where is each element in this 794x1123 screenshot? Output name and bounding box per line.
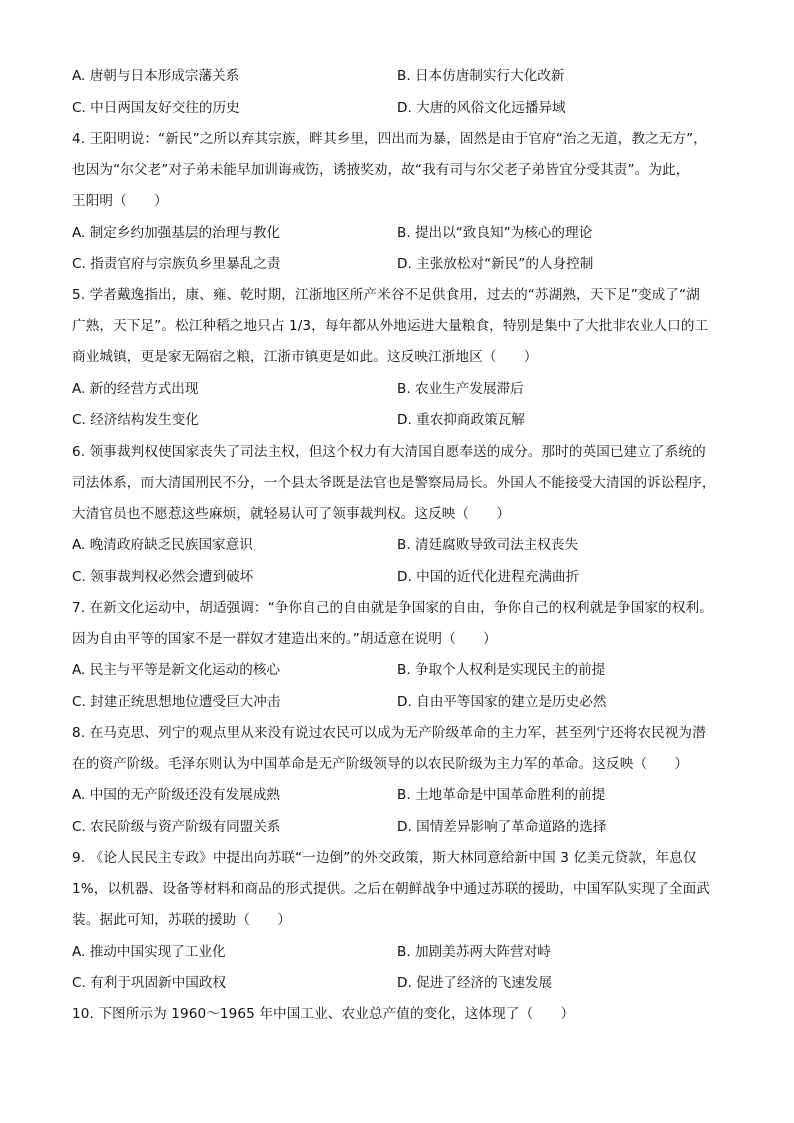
q9-option-c: C. 有利于巩固新中国政权	[72, 975, 227, 991]
q9-stem-line-1: 9. 《论人民民主专政》中提出向苏联“一边倒”的外交政策，斯大林同意给新中国 3 亿美元贷款，年息仅	[72, 850, 697, 866]
q7-option-a: A. 民主与平等是新文化运动的核心	[72, 662, 281, 678]
q9-stem-line-2: 1%，以机器、设备等材料和商品的形式提供。之后在朝鲜战争中通过苏联的援助，中国军队实现了全面武	[72, 881, 710, 897]
q5-stem-line-1: 5. 学者戴逸指出，康、雍、乾时期，江浙地区所产米谷不足供食用，过去的“苏湖熟，天下足”变成了“湖	[72, 287, 700, 303]
q8-stem-line-2: 在的资产阶级。毛泽东则认为中国革命是无产阶级领导的以农民阶级为主力军的革命。这反映（ ）	[72, 756, 689, 772]
q9-option-d: D. 促进了经济的飞速发展	[397, 975, 553, 991]
q8-stem-line-1: 8. 在马克思、列宁的观点里从来没有说过农民可以成为无产阶级革命的主力军，甚至列宁还将农民视为潜	[72, 725, 706, 741]
q8-option-b: B. 土地革命是中国革命胜利的前提	[397, 787, 606, 803]
q5-option-a: A. 新的经营方式出现	[72, 381, 199, 397]
q4-stem-line-2: 也因为“尔父老”对子弟未能早加训诲戒饬，诱掖奖劝，故“我有司与尔父老子弟皆宜分受其责”。为此，	[72, 162, 690, 178]
q4-option-d: D. 主张放松对“新民”的人身控制	[397, 256, 594, 272]
q7-option-d: D. 自由平等国家的建立是历史必然	[397, 694, 607, 710]
q8-option-a: A. 中国的无产阶级还没有发展成熟	[72, 787, 281, 803]
q3-option-b: B. 日本仿唐制实行大化改新	[397, 68, 565, 84]
q4-stem-line-3: 王阳明（ ）	[72, 193, 168, 209]
q4-stem-line-1: 4. 王阳明说：“新民”之所以弃其宗族，畔其乡里，四出而为暴，固然是由于官府“治之无道，教之无方”，	[72, 131, 707, 147]
q5-option-c: C. 经济结构发生变化	[72, 412, 199, 428]
q4-option-c: C. 指责官府与宗族负乡里暴乱之责	[72, 256, 281, 272]
q5-stem-line-2: 广熟，天下足”。松江种稻之地只占 1/3，每年都从外地运进大量粮食，特别是集中了大批非农业人口的工	[72, 318, 709, 334]
q7-option-b: B. 争取个人权利是实现民主的前提	[397, 662, 606, 678]
q4-option-a: A. 制定乡约加强基层的治理与教化	[72, 225, 281, 241]
q4-option-b: B. 提出以“致良知”为核心的理论	[397, 225, 593, 241]
q3-option-c: C. 中日两国友好交往的历史	[72, 100, 240, 116]
q6-stem-line-1: 6. 领事裁判权使国家丧失了司法主权，但这个权力有大清国自愿奉送的成分。那时的英国已建立了系统的	[72, 444, 706, 460]
q6-stem-line-2: 司法体系，而大清国刑民不分，一个县太爷既是法官也是警察局局长。外国人不能接受大清国的诉讼程序，	[72, 475, 716, 491]
q6-option-b: B. 清廷腐败导致司法主权丧失	[397, 537, 579, 553]
q3-option-d: D. 大唐的风俗文化远播异域	[397, 100, 566, 116]
q9-option-a: A. 推动中国实现了工业化	[72, 944, 226, 960]
q9-option-b: B. 加剧美苏两大阵营对峙	[397, 944, 551, 960]
q8-option-c: C. 农民阶级与资产阶级有同盟关系	[72, 819, 281, 835]
q7-stem-line-2: 因为自由平等的国家不是一群奴才建造出来的。”胡适意在说明（ ）	[72, 631, 497, 647]
q8-option-d: D. 国情差异影响了革命道路的选择	[397, 819, 607, 835]
q5-stem-line-3: 商业城镇，更是家无隔宿之粮，江浙市镇更是如此。这反映江浙地区（ ）	[72, 349, 538, 365]
q6-stem-line-3: 大清官员也不愿惹这些麻烦，就轻易认可了领事裁判权。这反映（ ）	[72, 506, 511, 522]
q5-option-b: B. 农业生产发展滞后	[397, 381, 524, 397]
q6-option-a: A. 晚清政府缺乏民族国家意识	[72, 537, 253, 553]
q7-option-c: C. 封建正统思想地位遭受巨大冲击	[72, 694, 281, 710]
q6-option-d: D. 中国的近代化进程充满曲折	[397, 569, 580, 585]
q5-option-d: D. 重农抑商政策瓦解	[397, 412, 525, 428]
q9-stem-line-3: 装。据此可知，苏联的援助（ ）	[72, 912, 292, 928]
q3-option-a: A. 唐朝与日本形成宗藩关系	[72, 68, 240, 84]
q6-option-c: C. 领事裁判权必然会遭到破坏	[72, 569, 254, 585]
q7-stem-line-1: 7. 在新文化运动中，胡适强调：“争你自己的自由就是争国家的自由，争你自己的权利就是争国家的权利。	[72, 600, 713, 616]
q10-stem-line-1: 10. 下图所示为 1960～1965 年中国工业、农业总产值的变化，这体现了（ ）	[72, 1006, 575, 1022]
